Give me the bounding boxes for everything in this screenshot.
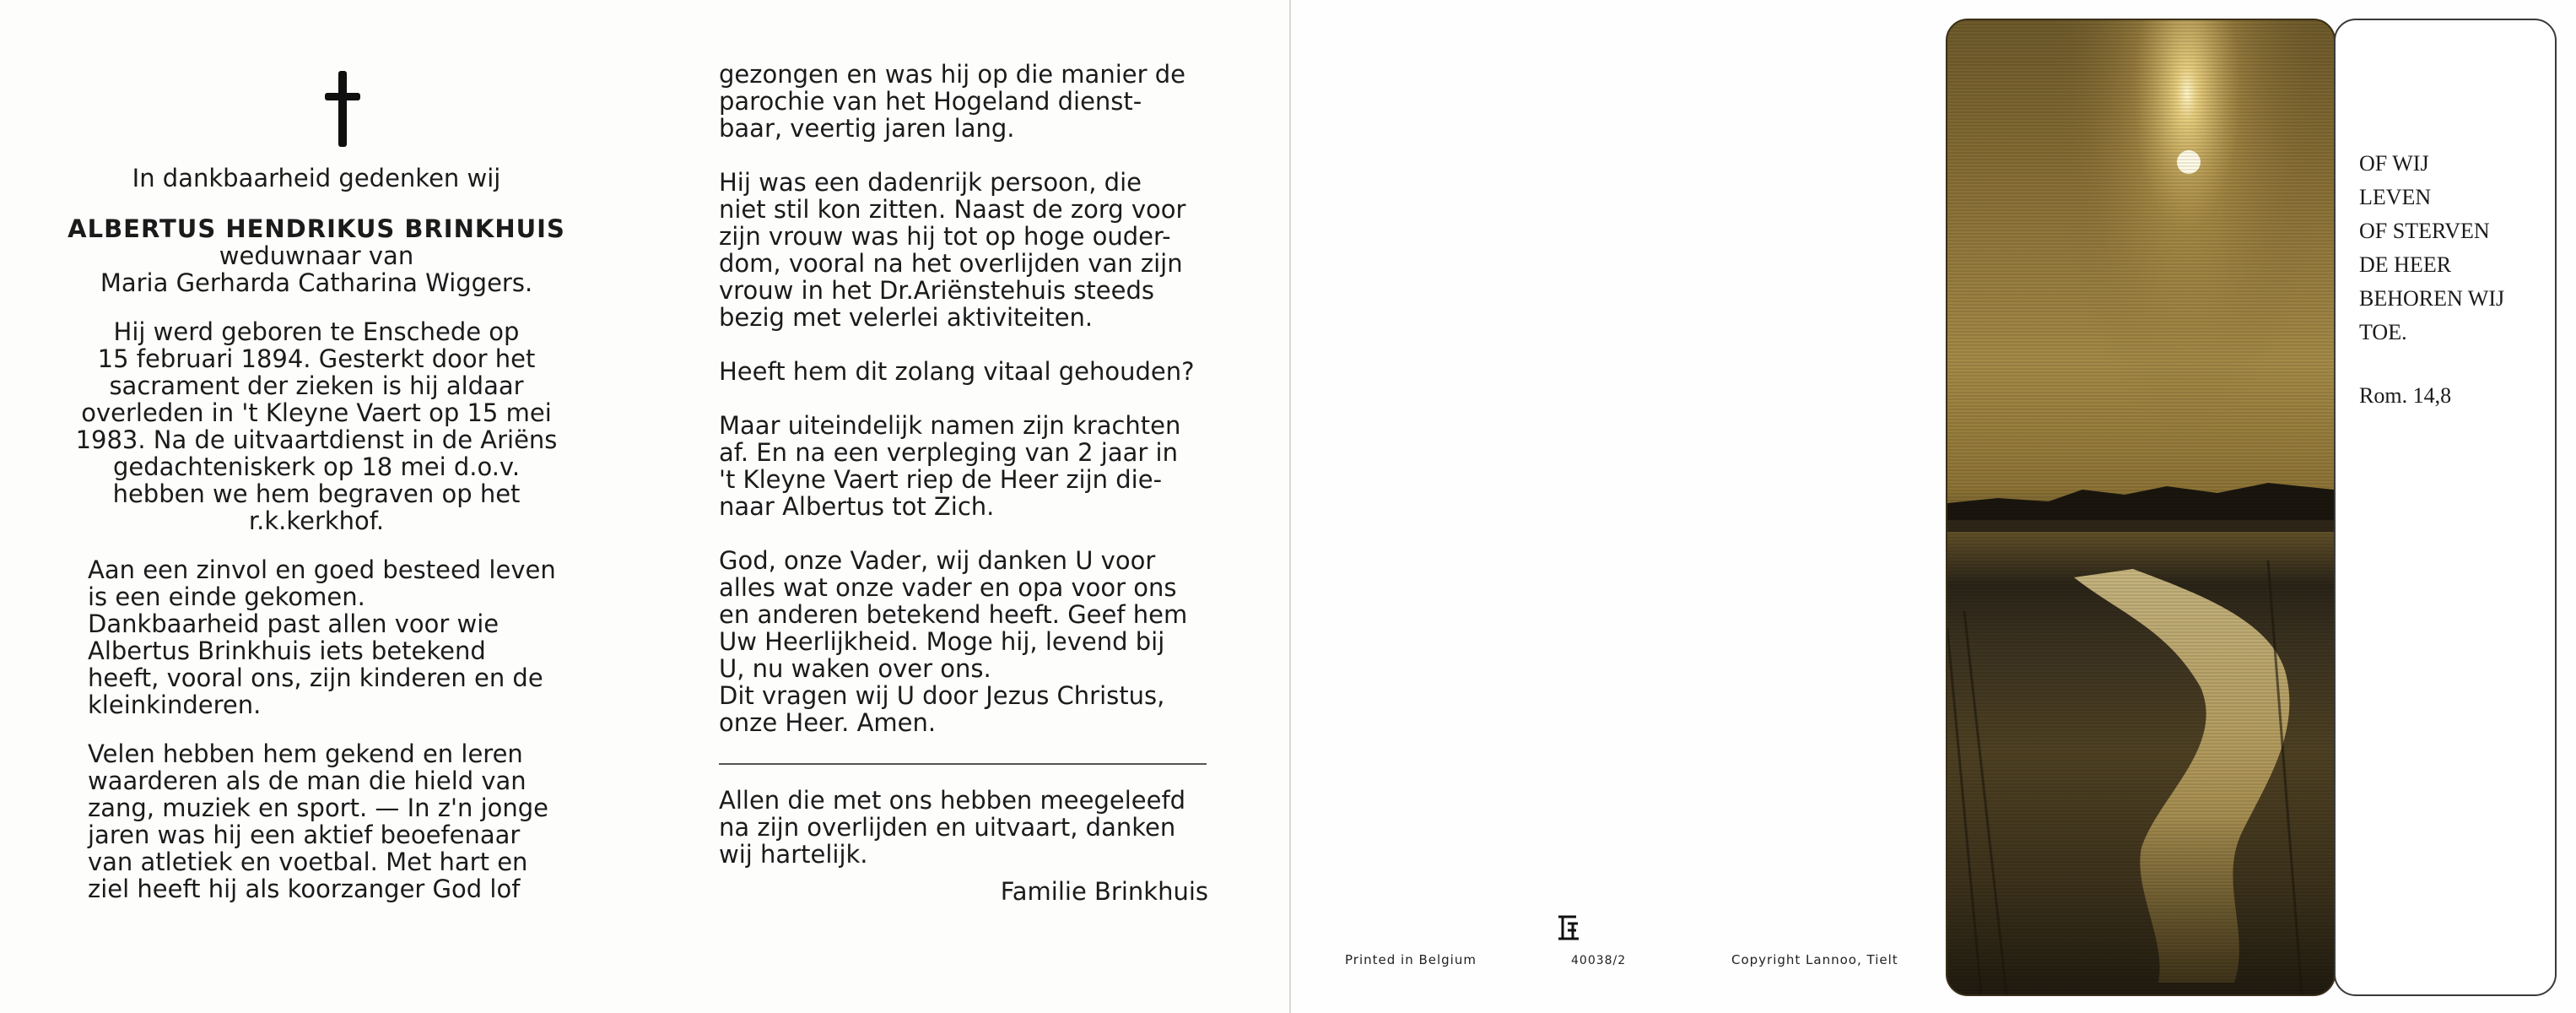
birth-death-paragraph: Hij werd geboren te Enschede op 15 februari 1894. Gesterkt door het sacrament der zieken is hij aldaar overleden in 't Kleyne Vaert op 15 mei 1983. Na de uitvaartdienst in de Ariëns gedachteniskerk op 18 mei d.o.v. hebben we hem begraven op het r.k.kerkhof. [75,317,558,535]
thanks-paragraph: Allen die met ons hebben meegeleefd na zijn overlijden en uitvaart, danken wij hartelijk. [719,786,1186,869]
bible-reference: Rom. 14,8 [2359,383,2452,408]
memorial-column-2 [719,61,1208,763]
print-code: 40038/2 [1571,954,1627,967]
memorial-column-1 [51,165,582,902]
family-signature: Familie Brinkhuis [1000,877,1208,906]
widower-line: weduwnaar van [219,241,414,270]
deceased-name: ALBERTUS HENDRIKUS BRINKHUIS [68,214,565,243]
paragraph-prayer: God, onze Vader, wij danken U voor alles wat onze vader en opa voor ons en anderen betekend heeft. Geef hem Uw Heerlijkheid. Moge hij, levend bij U, nu waken over ons. Dit vragen wij U door Jezus Christus, onze Heer. Amen. [719,546,1188,737]
printed-in-label: Printed in Belgium [1345,952,1477,967]
spouse-name: Maria Gerharda Catharina Wiggers. [100,268,533,297]
paragraph-service: gezongen en was hij op die manier de parochie van het Hogeland dienst- baar, veertig jaren lang. [719,60,1185,143]
life-paragraph: Aan een zinvol en goed besteed leven is een einde gekomen. Dankbaarheid past allen voor wie Albertus Brinkhuis iets betekend heeft, vooral ons, zijn kinderen en de kleinkinderen. [88,555,556,719]
paragraph-active-life: Hij was een dadenrijk persoon, die niet stil kon zitten. Naast de zorg voor zijn vrouw was hij tot op hoge ouder- dom, vooral na het overlijden van zijn vrouw in het Dr.Ariënstehuis steeds bezig met velerlei aktiviteiten. [719,168,1186,332]
known-paragraph: Velen hebben hem gekend en leren waarderen als de man die hield van zang, muziek en sport. — In z'n jonge jaren was hij een aktief beoefenaar van atletiek en voetbal. Met hart en ziel heeft hij als koorzanger God lof [88,739,549,903]
divider-line [719,763,1207,765]
sunset-photo [1946,19,2336,996]
paragraph-question: Heeft hem dit zolang vitaal gehouden? [719,357,1195,386]
paragraph-final-years: Maar uiteindelijk namen zijn krachten af. En na een verpleging van 2 jaar in 't Kleyne Vaert riep de Heer zijn die- naar Albertus tot Zich. [719,411,1181,521]
cross-icon [325,71,360,147]
bible-quote: OF WIJ LEVEN OF STERVEN DE HEER BEHOREN WIJ TOE. [2359,151,2505,344]
lannoo-logo-icon [1556,913,1581,942]
intro-line: In dankbaarheid gedenken wij [132,164,501,192]
copyright-label: Copyright Lannoo, Tielt [1731,952,1898,967]
